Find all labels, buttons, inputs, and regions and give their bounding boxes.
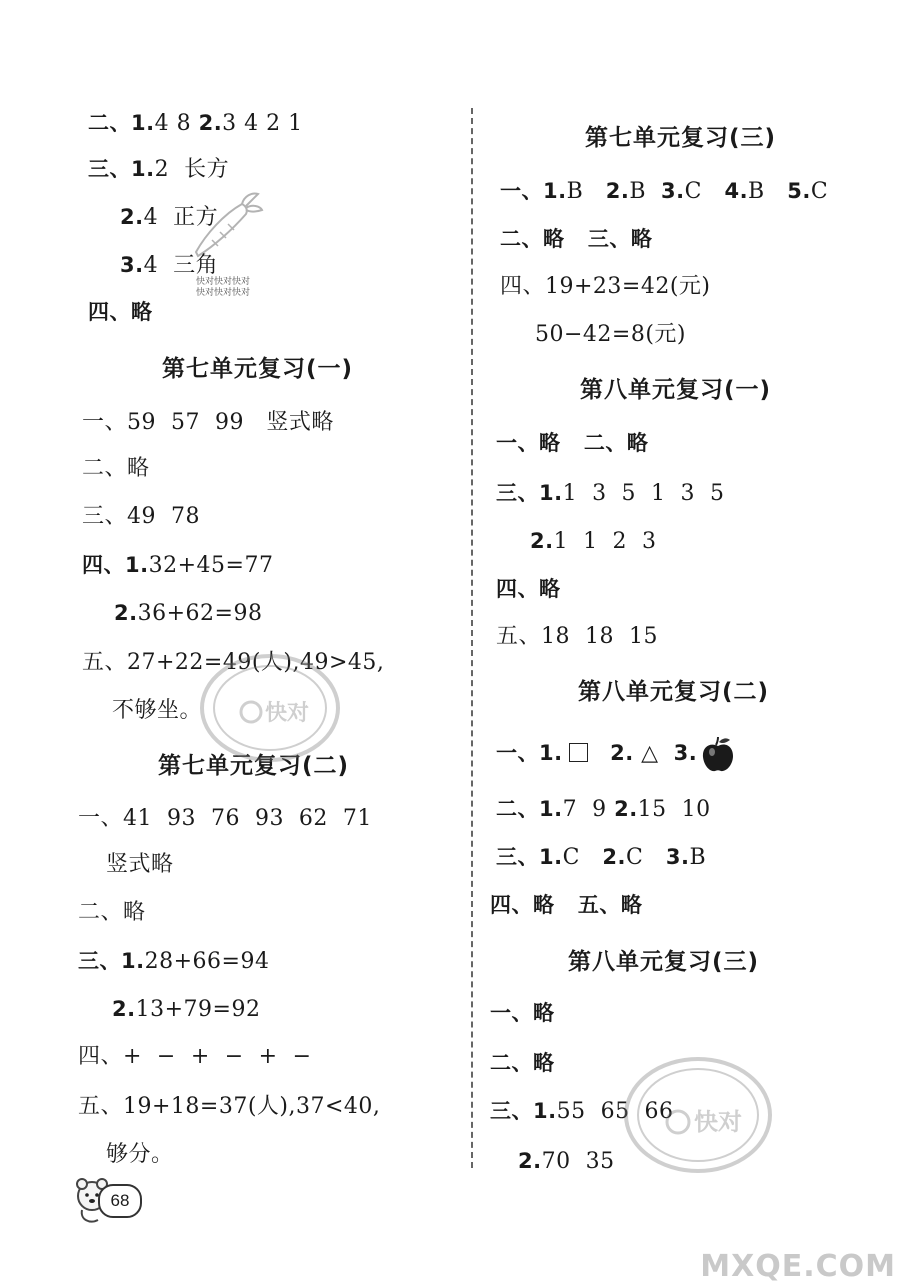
carrot-watermark-icon bbox=[182, 188, 266, 268]
stamp-label: 快对 bbox=[265, 701, 310, 726]
answer-line: 三、1.28+66=94 bbox=[78, 949, 270, 974]
section-title: 第八单元复习(三) bbox=[568, 949, 760, 975]
answer-line: 一、41 93 76 93 62 71 bbox=[78, 806, 372, 831]
answer-line: 五、19+18=37(人),37<40, bbox=[78, 1094, 381, 1119]
answer-line: 五、27+22=49(人),49>45, bbox=[82, 650, 385, 675]
answer-line: 四、1.32+45=77 bbox=[82, 553, 274, 578]
site-watermark: MXQE.COM bbox=[700, 1249, 896, 1284]
answer-line: 2.70 35 bbox=[518, 1149, 615, 1174]
stamp-label: 快对 bbox=[694, 1108, 742, 1136]
answer-line: 三、1.55 65 66 bbox=[490, 1099, 674, 1124]
stamp-watermark-icon bbox=[618, 1050, 778, 1180]
answer-line: 竖式略 bbox=[106, 852, 174, 877]
answer-line: 不够坐。 bbox=[112, 698, 203, 723]
answer-line: 二、略 bbox=[490, 1051, 555, 1075]
answer-line: 3.4 三角 bbox=[120, 253, 219, 278]
answer-line: 2.4 正方 bbox=[120, 205, 219, 230]
answer-line: 三、1.1 3 5 1 3 5 bbox=[496, 481, 725, 506]
answer-line: 够分。 bbox=[106, 1142, 174, 1167]
answer-line: 二、略 bbox=[82, 456, 150, 481]
answer-line: 二、略 bbox=[78, 900, 146, 925]
answer-line: 一、59 57 99 竖式略 bbox=[82, 410, 334, 435]
answer-line: 四、19+23=42(元) bbox=[500, 274, 711, 299]
answer-line: 三、1.C 2.C 3.B bbox=[496, 845, 707, 870]
answer-line: 一、略 二、略 bbox=[496, 431, 649, 455]
section-title: 第八单元复习(一) bbox=[580, 377, 772, 403]
answer-line: 一、略 bbox=[490, 1001, 555, 1025]
answer-line: 2.13+79=92 bbox=[112, 997, 261, 1022]
answer-line: 一、1. 2. △ 3. bbox=[496, 741, 698, 766]
answer-line: 三、1.2 长方 bbox=[88, 157, 230, 182]
page-number: 68 bbox=[98, 1184, 142, 1218]
answer-line: 三、49 78 bbox=[82, 504, 200, 529]
watermark-text: 快对快对快对 快对快对快对 bbox=[196, 277, 251, 298]
apple-icon bbox=[700, 734, 736, 774]
section-title: 第七单元复习(三) bbox=[585, 125, 777, 151]
stamp-watermark-icon bbox=[195, 648, 345, 768]
answer-line: 50−42=8(元) bbox=[535, 322, 687, 347]
answer-line: 四、+ − + − + − bbox=[78, 1044, 312, 1069]
answer-line: 四、略 bbox=[88, 300, 153, 324]
section-title: 第七单元复习(一) bbox=[162, 356, 354, 382]
answer-line: 二、略 三、略 bbox=[500, 227, 653, 251]
answer-line: 四、略 bbox=[496, 577, 561, 601]
answer-line: 四、略 五、略 bbox=[490, 893, 643, 917]
section-title: 第八单元复习(二) bbox=[578, 679, 770, 705]
section-title: 第七单元复习(二) bbox=[158, 753, 350, 779]
answer-line: 2.1 1 2 3 bbox=[530, 529, 657, 554]
answer-line: 2.36+62=98 bbox=[114, 601, 263, 626]
answer-line: 二、1.4 8 2.3 4 2 1 bbox=[88, 111, 303, 136]
square-shape-icon bbox=[569, 743, 588, 762]
answer-line: 二、1.7 9 2.15 10 bbox=[496, 797, 711, 822]
answer-line: 五、18 18 15 bbox=[496, 624, 658, 649]
answer-line: 一、1.B 2.B 3.C 4.B 5.C bbox=[500, 179, 829, 204]
column-divider bbox=[471, 108, 473, 1168]
